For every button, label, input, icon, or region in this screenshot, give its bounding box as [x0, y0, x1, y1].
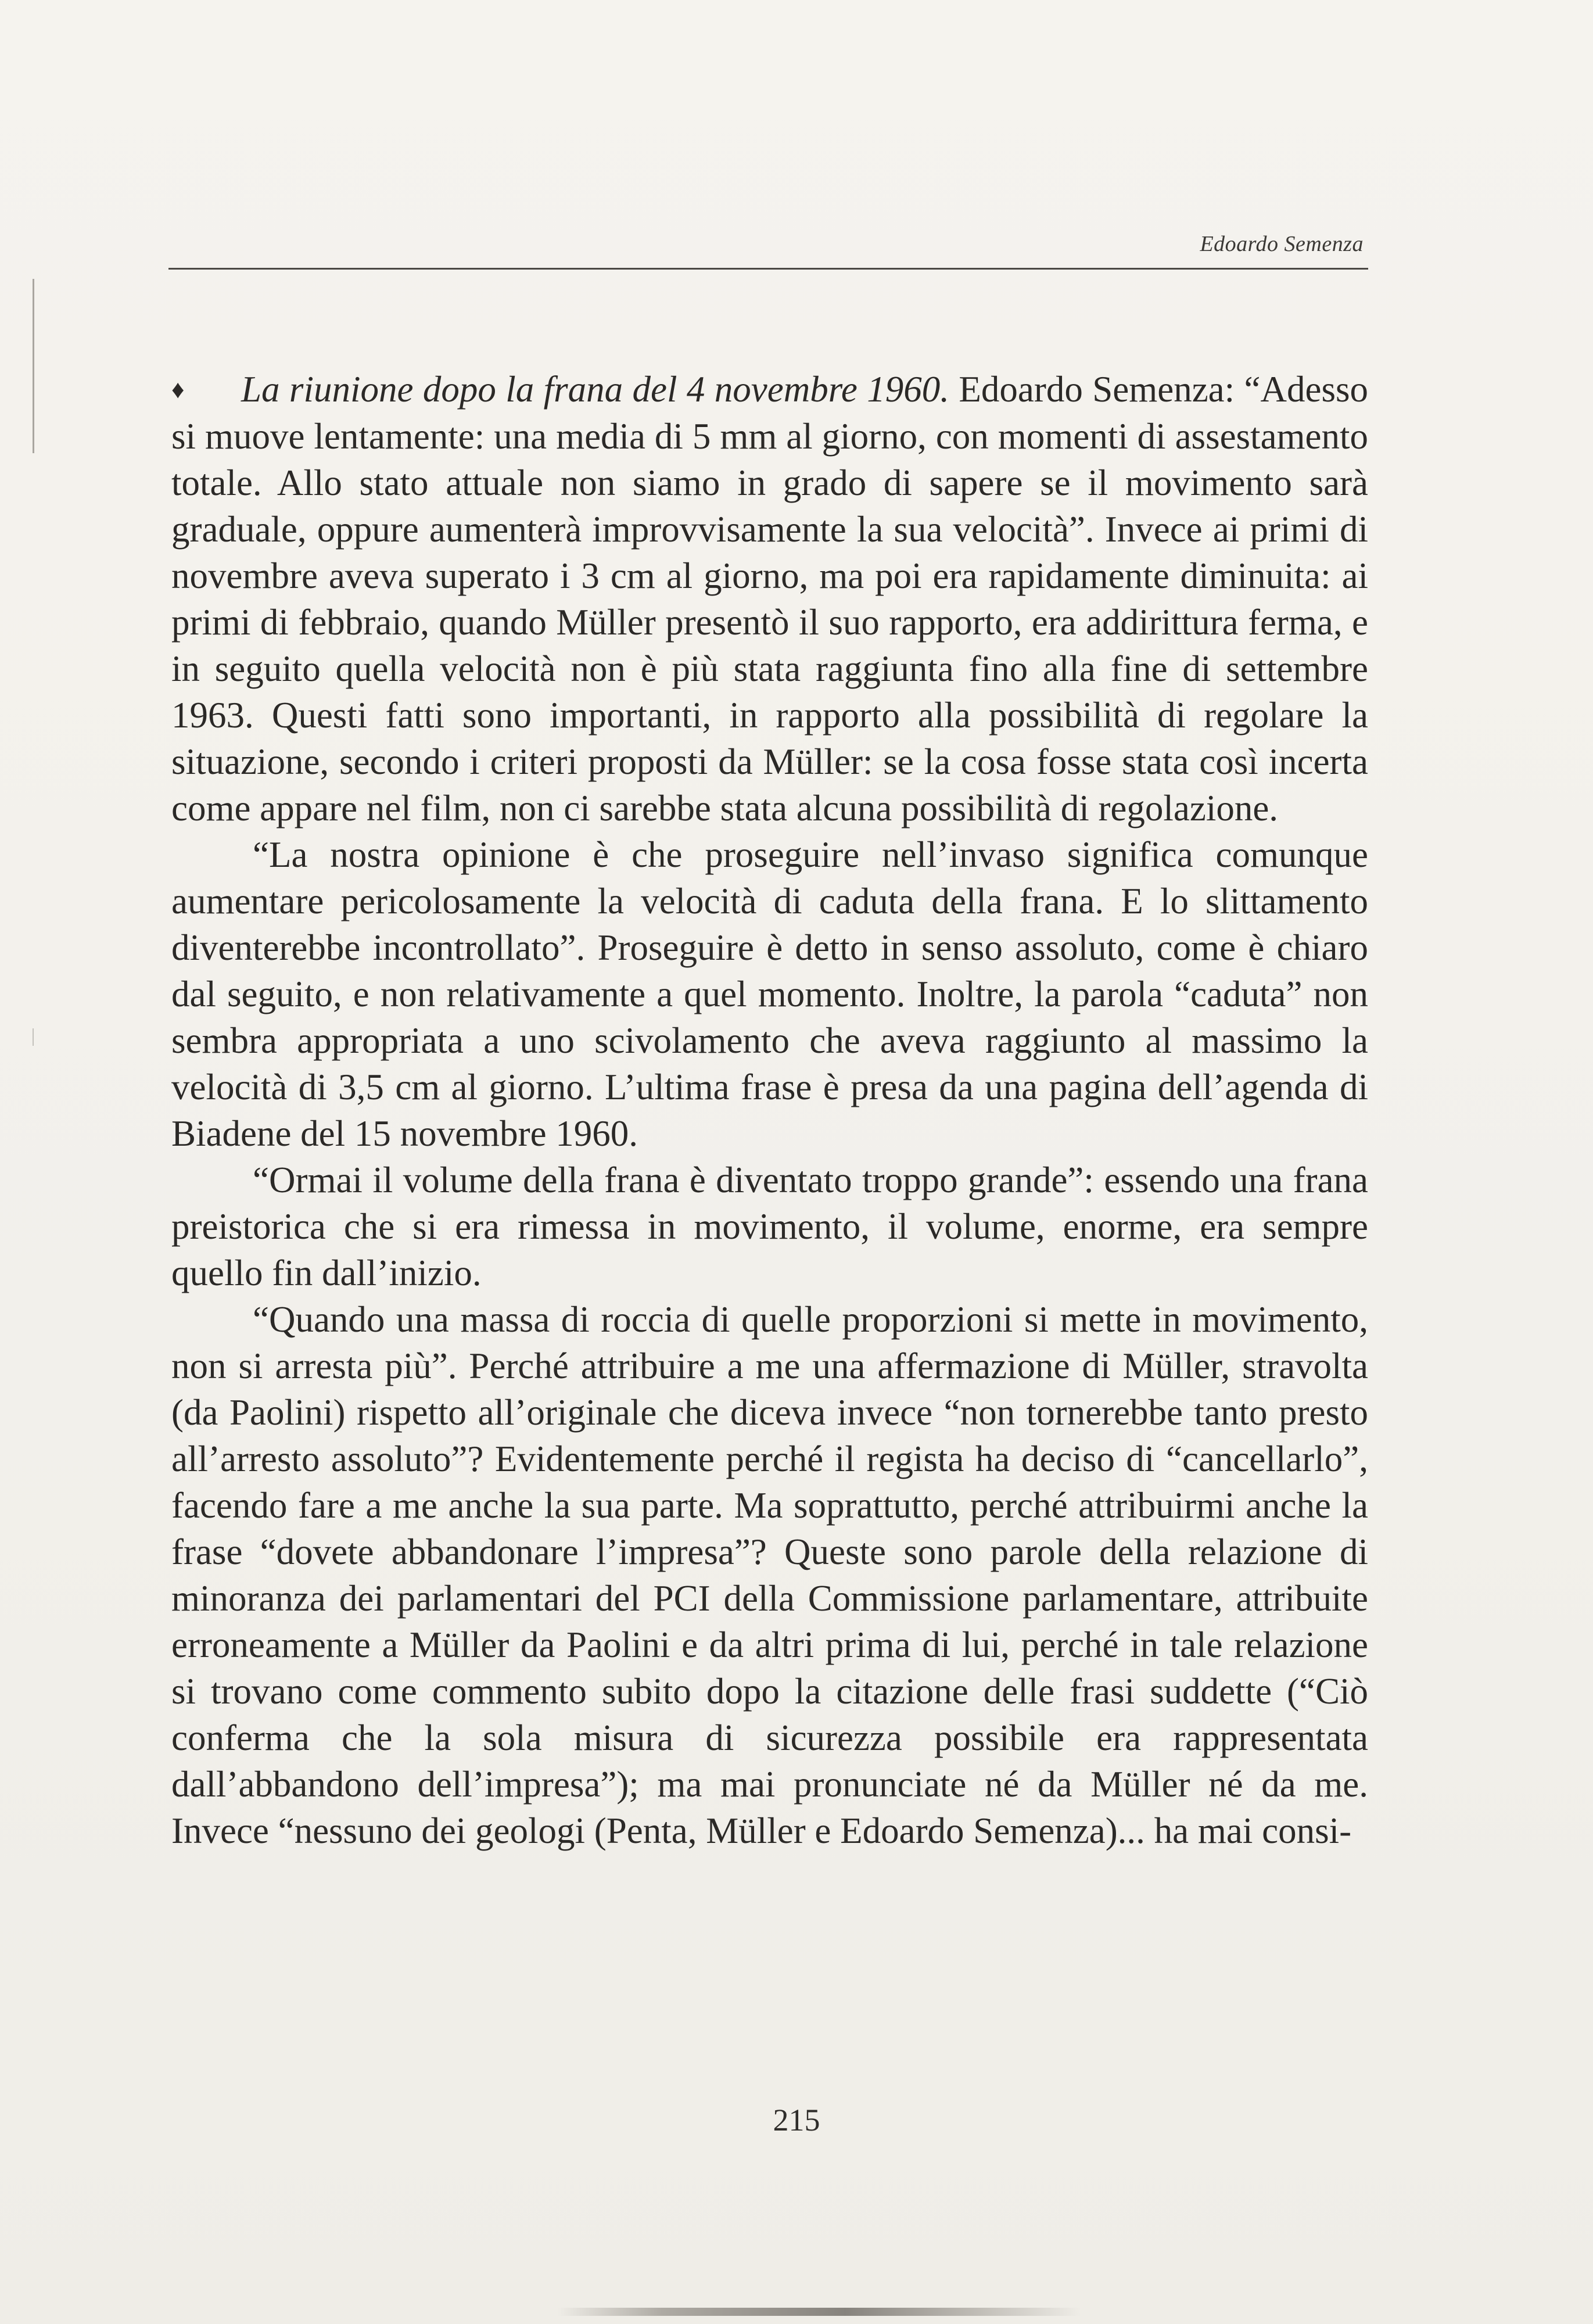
header-rule — [168, 268, 1368, 270]
section-lead-in: La riunione dopo la frana del 4 novembre 1960. — [241, 369, 950, 410]
paragraph-4: “Quando una massa di roccia di quelle proporzioni si mette in movimento, non si arresta più”. Perché attribuire a me una affermazione di Müller, stravolta (da Paolini) rispetto all’originale che diceva invece “non tornerebbe tanto presto all’arresto assoluto”? Evidentemente perché il regista ha deciso di “cancellarlo”, facendo fare a me anche la sua parte. Ma soprattutto, perché attribuirmi anche la frase “dovete abbandonare l’impresa”? Queste sono parole della relazione di minoranza dei parlamentari del PCI della Commissione parlamentare, attribuite erroneamente a Müller da Paolini e da altri prima di lui, perché in tale relazione si trovano come commento subito dopo la citazione delle frasi suddette (“Ciò conferma che la sola misura di sicurezza possibile era rappresentata dall’abbandono dell’impresa”); ma mai pronunciate né da Müller né da me. Invece “nessuno dei geologi (Penta, Müller e Edoardo Semenza)... ha mai consi- — [171, 1299, 1368, 1851]
scan-bottom-edge — [558, 2308, 1081, 2316]
scan-margin-mark-small — [33, 1028, 34, 1046]
paragraph-3: “Ormai il volume della frana è diventato troppo grande”: essendo una frana preistorica che si era rimessa in movimento, il volume, enorme, era sempre quello fin dall’inizio. — [171, 1160, 1368, 1293]
body-text — [171, 366, 1368, 1854]
page-number: 215 — [773, 2103, 820, 2137]
scan-margin-mark — [33, 279, 34, 453]
paragraph-2: “La nostra opinione è che proseguire nell’invaso significa comunque aumentare pericolosamente la velocità di caduta della frana. E lo slittamento diventerebbe incontrollato”. Proseguire è detto in senso assoluto, come è chiaro dal seguito, e non relativamente a quel momento. Inoltre, la parola “caduta” non sembra appropriata a uno scivolamento che aveva raggiunto al massimo la velocità di 3,5 cm al giorno. L’ultima frase è presa da una pagina dell’agenda di Biadene del 15 novembre 1960. — [171, 834, 1368, 1154]
diamond-bullet-icon: ♦ — [171, 375, 185, 404]
paragraph-1 — [171, 366, 1368, 831]
paragraph-1-text: Edoardo Semenza: “Adesso si muove lentamente: una media di 5 mm al giorno, con momenti di assestamento totale. Allo stato attuale non siamo in grado di sapere se il movimento sarà graduale, oppure aumenterà improvvisamente la sua velocità”. Invece ai primi di novembre aveva superato i 3 cm al giorno, ma poi era rapidamente diminuita: ai primi di febbraio, quando Müller presentò il suo rapporto, era addirittura ferma, e in seguito quella velocità non è più stata raggiunta fino alla fine di settembre 1963. Questi fatti sono importanti, in rapporto alla possibilità di regolare la situazione, secondo i criteri proposti da Müller: se la cosa fosse stata così incerta come appare nel film, non ci sarebbe stata alcuna possibilità di regolazione. — [171, 369, 1369, 829]
running-head: Edoardo Semenza — [1200, 232, 1364, 256]
